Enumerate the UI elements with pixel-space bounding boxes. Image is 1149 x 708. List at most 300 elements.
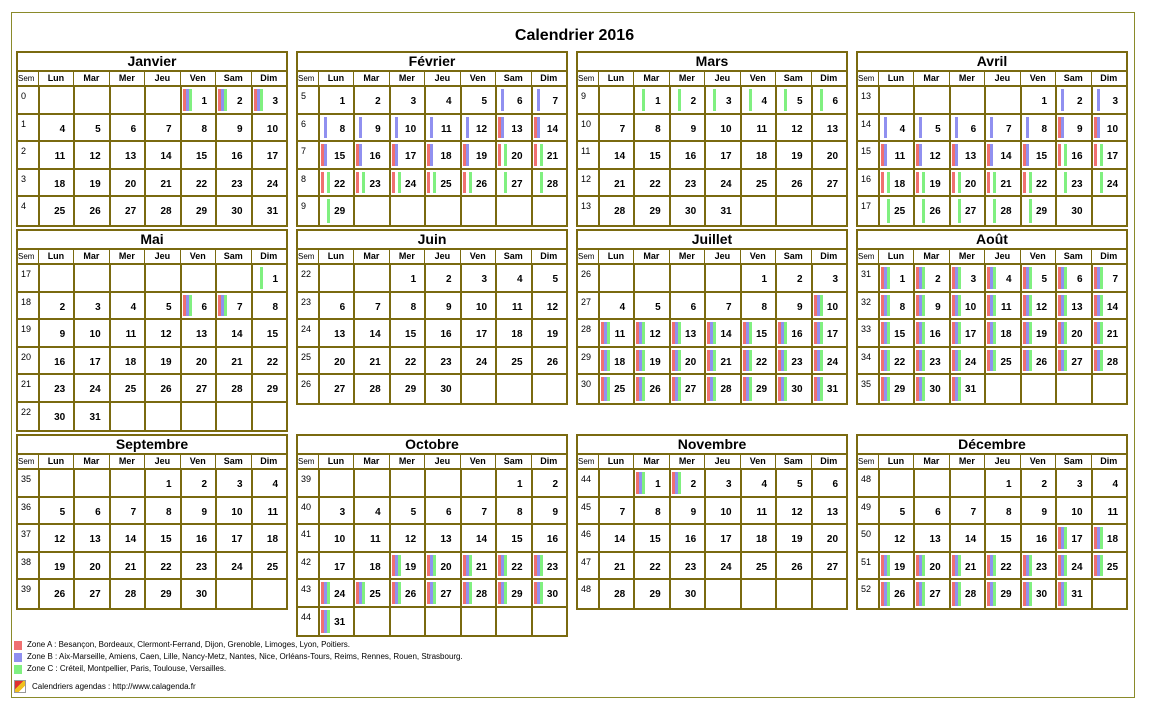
week-row xyxy=(858,293,1126,321)
day-cell xyxy=(1055,320,1090,346)
day-number: 8 xyxy=(516,506,523,518)
day-number: 31 xyxy=(1071,589,1083,600)
day-cell xyxy=(949,142,984,168)
day-number: 26 xyxy=(791,561,803,573)
day-number: 5 xyxy=(166,301,172,313)
day-cell xyxy=(633,470,668,496)
day-cell xyxy=(424,580,459,606)
day-number: 31 xyxy=(89,411,101,423)
day-cell xyxy=(811,375,846,403)
day-cell xyxy=(251,498,286,524)
zone-c-holiday-bar xyxy=(922,172,925,194)
day-number: 27 xyxy=(125,206,137,217)
zone-c-holiday-bar xyxy=(713,322,716,344)
week-number: 6 xyxy=(301,118,307,129)
week-number: 37 xyxy=(21,529,32,539)
month-name: Juillet xyxy=(578,231,846,250)
zone-a-holiday-bar xyxy=(463,172,466,194)
day-cell xyxy=(913,142,948,168)
day-cell xyxy=(318,348,353,374)
zone-b-holiday-bar xyxy=(919,117,922,139)
weekday-header xyxy=(858,250,1126,265)
day-number: 28 xyxy=(1106,356,1119,368)
day-number: 21 xyxy=(614,178,626,190)
day-cell xyxy=(251,293,286,319)
day-number: 9 xyxy=(1041,506,1048,518)
week-number: 16 xyxy=(861,173,872,184)
day-number: 22 xyxy=(334,178,346,190)
day-cell xyxy=(811,142,846,168)
zone-c-holiday-bar xyxy=(607,350,610,372)
weekday-label: Dim xyxy=(531,455,566,468)
day-cell xyxy=(144,375,179,401)
zone-c-holiday-bar xyxy=(993,555,996,577)
week-row xyxy=(298,498,566,526)
weekday-label: Mar xyxy=(633,455,668,468)
zone-b-holiday-bar xyxy=(1061,89,1064,111)
day-number: 8 xyxy=(761,301,768,313)
zone-c-holiday-bar xyxy=(678,377,681,401)
day-cell xyxy=(251,470,286,496)
empty-cell xyxy=(775,580,810,608)
day-number: 13 xyxy=(195,329,208,340)
day-number: 5 xyxy=(410,506,417,518)
day-cell xyxy=(1091,115,1126,141)
day-cell xyxy=(704,525,739,551)
day-number: 5 xyxy=(1041,274,1048,285)
day-number: 18 xyxy=(266,534,279,545)
day-number: 25 xyxy=(440,178,452,190)
weekday-label: Mer xyxy=(109,250,144,263)
weekday-label: Lun xyxy=(38,455,73,468)
day-number: 1 xyxy=(410,274,417,285)
day-number: 25 xyxy=(369,589,381,600)
day-cell xyxy=(144,197,179,225)
week-number: 27 xyxy=(581,296,592,307)
day-number: 25 xyxy=(894,206,906,217)
empty-cell xyxy=(740,197,775,225)
day-number: 11 xyxy=(54,151,66,162)
weekday-label: Dim xyxy=(531,72,566,85)
day-cell xyxy=(531,580,566,606)
day-number: 3 xyxy=(95,301,101,313)
zone-legend xyxy=(14,639,463,675)
day-cell xyxy=(949,170,984,196)
day-cell xyxy=(251,525,286,551)
day-cell xyxy=(495,348,530,374)
day-cell xyxy=(775,498,810,524)
day-number: 29 xyxy=(1000,589,1012,600)
zone-b-holiday-bar xyxy=(395,117,398,139)
month-2 xyxy=(576,51,848,227)
day-cell xyxy=(215,470,250,496)
day-number: 23 xyxy=(929,356,941,368)
day-cell xyxy=(1055,87,1090,113)
day-cell xyxy=(38,197,73,225)
day-cell xyxy=(144,553,179,579)
zone-c-holiday-bar xyxy=(993,267,996,289)
weekday-label: Mar xyxy=(913,455,948,468)
weekday-label: Lun xyxy=(598,72,633,85)
empty-cell xyxy=(949,470,984,496)
day-cell xyxy=(598,293,633,319)
day-number: 24 xyxy=(965,356,977,368)
day-cell xyxy=(495,265,530,291)
day-cell xyxy=(704,348,739,374)
zone-c-holiday-bar xyxy=(784,377,787,401)
day-number: 6 xyxy=(446,506,452,518)
day-cell xyxy=(318,115,353,141)
zone-c-holiday-bar xyxy=(1029,322,1032,344)
week-number: 49 xyxy=(861,501,872,512)
day-cell xyxy=(1055,293,1090,319)
day-cell xyxy=(389,115,424,141)
zone-c-holiday-bar xyxy=(433,172,436,194)
day-cell xyxy=(73,403,108,431)
day-number: 25 xyxy=(125,384,137,395)
week-number: 7 xyxy=(301,146,307,156)
empty-cell xyxy=(878,87,913,113)
zone-b-holiday-bar xyxy=(990,117,993,139)
site-credit[interactable] xyxy=(14,680,196,693)
day-number: 27 xyxy=(1071,356,1083,368)
zone-c-holiday-bar xyxy=(784,89,787,111)
day-cell xyxy=(460,348,495,374)
month-name: Octobre xyxy=(298,436,566,455)
day-number: 16 xyxy=(685,151,697,162)
day-number: 23 xyxy=(546,561,559,573)
day-cell xyxy=(949,375,984,403)
zone-c-holiday-bar xyxy=(887,267,890,289)
day-cell xyxy=(38,170,73,196)
week-row xyxy=(18,170,286,198)
day-cell xyxy=(389,348,424,374)
day-cell xyxy=(633,197,668,225)
day-cell xyxy=(73,498,108,524)
weekday-label: Jeu xyxy=(424,250,459,263)
week-row xyxy=(858,375,1126,403)
zone-c-holiday-bar xyxy=(540,582,543,604)
day-cell xyxy=(251,87,286,113)
day-cell xyxy=(669,170,704,196)
weekday-label: Dim xyxy=(531,250,566,263)
day-cell xyxy=(460,498,495,524)
day-number: 12 xyxy=(1035,301,1048,313)
day-cell xyxy=(215,197,250,225)
zone-c-holiday-bar xyxy=(327,172,330,194)
zone-c-holiday-bar xyxy=(958,199,961,223)
week-number: 21 xyxy=(21,379,32,389)
zone-c-holiday-bar xyxy=(1100,295,1103,317)
day-cell xyxy=(460,580,495,606)
week-row xyxy=(858,580,1126,608)
day-cell xyxy=(984,115,1019,141)
day-number: 7 xyxy=(726,301,732,313)
day-number: 11 xyxy=(1001,301,1012,313)
day-number: 31 xyxy=(720,206,732,217)
day-number: 17 xyxy=(475,329,488,340)
zone-b-holiday-bar xyxy=(1026,144,1029,166)
week-row xyxy=(858,197,1126,225)
empty-cell xyxy=(669,265,704,291)
day-number: 21 xyxy=(1106,329,1119,340)
zone-c-holiday-bar xyxy=(993,582,996,606)
day-number: 1 xyxy=(339,96,346,107)
day-number: 13 xyxy=(826,506,839,518)
day-number: 13 xyxy=(511,123,523,135)
day-number: 12 xyxy=(160,329,172,340)
day-number: 24 xyxy=(475,356,488,368)
day-cell xyxy=(878,553,913,579)
weekday-label: Lun xyxy=(38,250,73,263)
day-cell xyxy=(215,115,250,141)
day-number: 31 xyxy=(334,616,346,628)
day-cell xyxy=(775,375,810,403)
day-cell xyxy=(109,293,144,319)
day-number: 15 xyxy=(755,329,768,340)
day-cell xyxy=(740,348,775,374)
zone-c-holiday-bar xyxy=(887,582,890,606)
zone-c-holiday-bar xyxy=(469,555,472,577)
day-number: 1 xyxy=(655,479,661,490)
day-number: 16 xyxy=(1035,534,1048,545)
day-number: 16 xyxy=(231,151,243,162)
weekday-label: Lun xyxy=(318,72,353,85)
week-row xyxy=(18,525,286,553)
zone-b-holiday-bar xyxy=(990,144,993,166)
week-row xyxy=(298,470,566,498)
day-number: 2 xyxy=(690,479,697,490)
day-number: 5 xyxy=(899,506,906,518)
day-number: 20 xyxy=(1071,329,1083,340)
day-cell xyxy=(913,320,948,346)
day-cell xyxy=(180,498,215,524)
day-cell xyxy=(1055,142,1090,168)
day-cell xyxy=(318,580,353,606)
week-row xyxy=(298,87,566,115)
weekday-label: Jeu xyxy=(984,72,1019,85)
week-number: 48 xyxy=(581,584,592,594)
zone-b-swatch xyxy=(14,653,22,662)
day-number: 20 xyxy=(826,151,839,162)
empty-cell xyxy=(598,265,633,291)
day-number: 9 xyxy=(690,123,697,135)
day-cell xyxy=(215,525,250,551)
weekday-header xyxy=(578,72,846,87)
week-row xyxy=(858,525,1126,553)
day-cell xyxy=(495,170,530,196)
week-number: 2 xyxy=(21,146,27,156)
weekday-label: Mer xyxy=(669,72,704,85)
day-number: 24 xyxy=(826,356,839,368)
day-cell xyxy=(1020,87,1055,113)
day-number: 15 xyxy=(266,329,279,340)
day-number: 28 xyxy=(614,589,626,600)
zone-c-holiday-bar xyxy=(820,89,823,111)
weekday-header xyxy=(298,250,566,265)
zone-b-holiday-bar xyxy=(1097,89,1100,111)
week-row xyxy=(18,197,286,225)
day-number: 3 xyxy=(1112,96,1119,107)
day-number: 10 xyxy=(334,534,346,545)
week-number-header: Sem xyxy=(578,252,595,261)
week-number: 19 xyxy=(21,324,32,334)
day-number: 1 xyxy=(1041,96,1048,107)
empty-cell xyxy=(1020,375,1055,403)
day-cell xyxy=(109,142,144,168)
day-cell xyxy=(669,293,704,319)
zone-c-holiday-bar xyxy=(327,582,330,604)
day-cell xyxy=(531,470,566,496)
day-cell xyxy=(215,375,250,401)
day-cell xyxy=(984,348,1019,374)
day-number: 30 xyxy=(685,589,697,600)
day-cell xyxy=(740,498,775,524)
day-number: 12 xyxy=(929,151,941,162)
zone-b-holiday-bar xyxy=(884,117,887,139)
day-number: 7 xyxy=(1112,274,1119,285)
day-cell xyxy=(38,553,73,579)
day-cell xyxy=(669,580,704,608)
day-number: 24 xyxy=(1106,178,1119,190)
empty-cell xyxy=(109,87,144,113)
day-number: 26 xyxy=(1035,356,1048,368)
day-number: 30 xyxy=(546,589,559,600)
day-number: 3 xyxy=(410,96,417,107)
day-number: 1 xyxy=(899,274,906,285)
empty-cell xyxy=(460,375,495,403)
day-cell xyxy=(775,348,810,374)
day-cell xyxy=(984,293,1019,319)
day-number: 12 xyxy=(475,123,488,135)
day-cell xyxy=(1055,348,1090,374)
zone-a-swatch xyxy=(14,641,22,650)
day-cell xyxy=(1091,87,1126,113)
day-number: 14 xyxy=(125,534,137,545)
day-number: 29 xyxy=(266,384,279,395)
day-number: 15 xyxy=(334,151,346,162)
day-number: 14 xyxy=(369,329,381,340)
month-0 xyxy=(16,51,288,227)
zone-c-holiday-bar xyxy=(887,322,890,344)
day-number: 17 xyxy=(1106,151,1119,162)
day-cell xyxy=(495,470,530,496)
weekday-label: Dim xyxy=(811,455,846,468)
day-cell xyxy=(878,525,913,551)
empty-cell xyxy=(424,197,459,225)
day-cell xyxy=(495,142,530,168)
weekday-label: Mer xyxy=(389,455,424,468)
day-cell xyxy=(913,580,948,608)
day-cell xyxy=(495,87,530,113)
day-cell xyxy=(633,553,668,579)
day-number: 28 xyxy=(125,589,137,600)
zone-a-holiday-bar xyxy=(392,172,395,194)
day-number: 27 xyxy=(965,206,977,217)
day-cell xyxy=(878,142,913,168)
day-cell xyxy=(669,525,704,551)
day-number: 6 xyxy=(935,506,941,518)
day-cell xyxy=(251,553,286,579)
day-cell xyxy=(215,142,250,168)
day-cell xyxy=(775,115,810,141)
day-number: 19 xyxy=(894,561,906,573)
day-number: 24 xyxy=(1071,561,1083,573)
day-number: 11 xyxy=(1107,506,1119,518)
zone-c-holiday-bar xyxy=(642,350,645,372)
day-cell xyxy=(740,320,775,346)
day-cell xyxy=(811,320,846,346)
zone-c-holiday-bar xyxy=(820,377,823,401)
day-cell xyxy=(913,375,948,403)
zone-c-holiday-bar xyxy=(224,89,227,111)
zone-c-holiday-bar xyxy=(993,322,996,344)
day-cell xyxy=(598,142,633,168)
week-number: 1 xyxy=(21,118,27,129)
zone-b-holiday-bar xyxy=(395,144,398,166)
week-number: 30 xyxy=(581,379,592,389)
day-number: 12 xyxy=(546,301,559,313)
day-number: 17 xyxy=(89,356,101,368)
day-number: 5 xyxy=(552,274,559,285)
zone-b-holiday-bar xyxy=(430,117,433,139)
day-cell xyxy=(1055,470,1090,496)
site-credit-text[interactable]: Calendriers agendas : http://www.calagenda.fr xyxy=(32,682,196,691)
day-number: 19 xyxy=(405,561,417,573)
zone-a-holiday-bar xyxy=(881,172,884,194)
zone-b-holiday-bar xyxy=(537,117,540,139)
day-number: 10 xyxy=(1106,123,1119,135)
week-number-header: Sem xyxy=(858,457,875,466)
day-number: 7 xyxy=(130,506,137,518)
week-row xyxy=(298,525,566,553)
zone-c-holiday-bar xyxy=(1064,350,1067,372)
week-row xyxy=(578,170,846,198)
day-cell xyxy=(913,170,948,196)
empty-cell xyxy=(913,470,948,496)
weekday-label: Dim xyxy=(251,250,286,263)
week-number: 9 xyxy=(301,201,307,211)
day-number: 9 xyxy=(552,506,559,518)
week-number: 33 xyxy=(861,324,872,334)
week-row xyxy=(298,115,566,143)
day-cell xyxy=(1020,348,1055,374)
day-cell xyxy=(531,320,566,346)
zone-c-holiday-bar xyxy=(678,322,681,344)
day-number: 29 xyxy=(511,589,523,600)
empty-cell xyxy=(811,580,846,608)
day-cell xyxy=(460,265,495,291)
day-cell xyxy=(424,553,459,579)
day-cell xyxy=(109,498,144,524)
day-number: 5 xyxy=(655,301,661,313)
day-number: 8 xyxy=(655,506,661,518)
day-number: 24 xyxy=(720,178,732,190)
month-1 xyxy=(296,51,568,227)
day-number: 29 xyxy=(405,384,417,395)
empty-cell xyxy=(318,265,353,291)
day-number: 18 xyxy=(511,329,523,340)
empty-cell xyxy=(460,197,495,225)
day-cell xyxy=(353,87,388,113)
day-cell xyxy=(811,470,846,496)
week-row xyxy=(18,265,286,293)
day-cell xyxy=(180,525,215,551)
day-cell xyxy=(389,293,424,319)
day-cell xyxy=(318,87,353,113)
day-number: 15 xyxy=(649,534,661,545)
day-number: 4 xyxy=(375,506,381,518)
